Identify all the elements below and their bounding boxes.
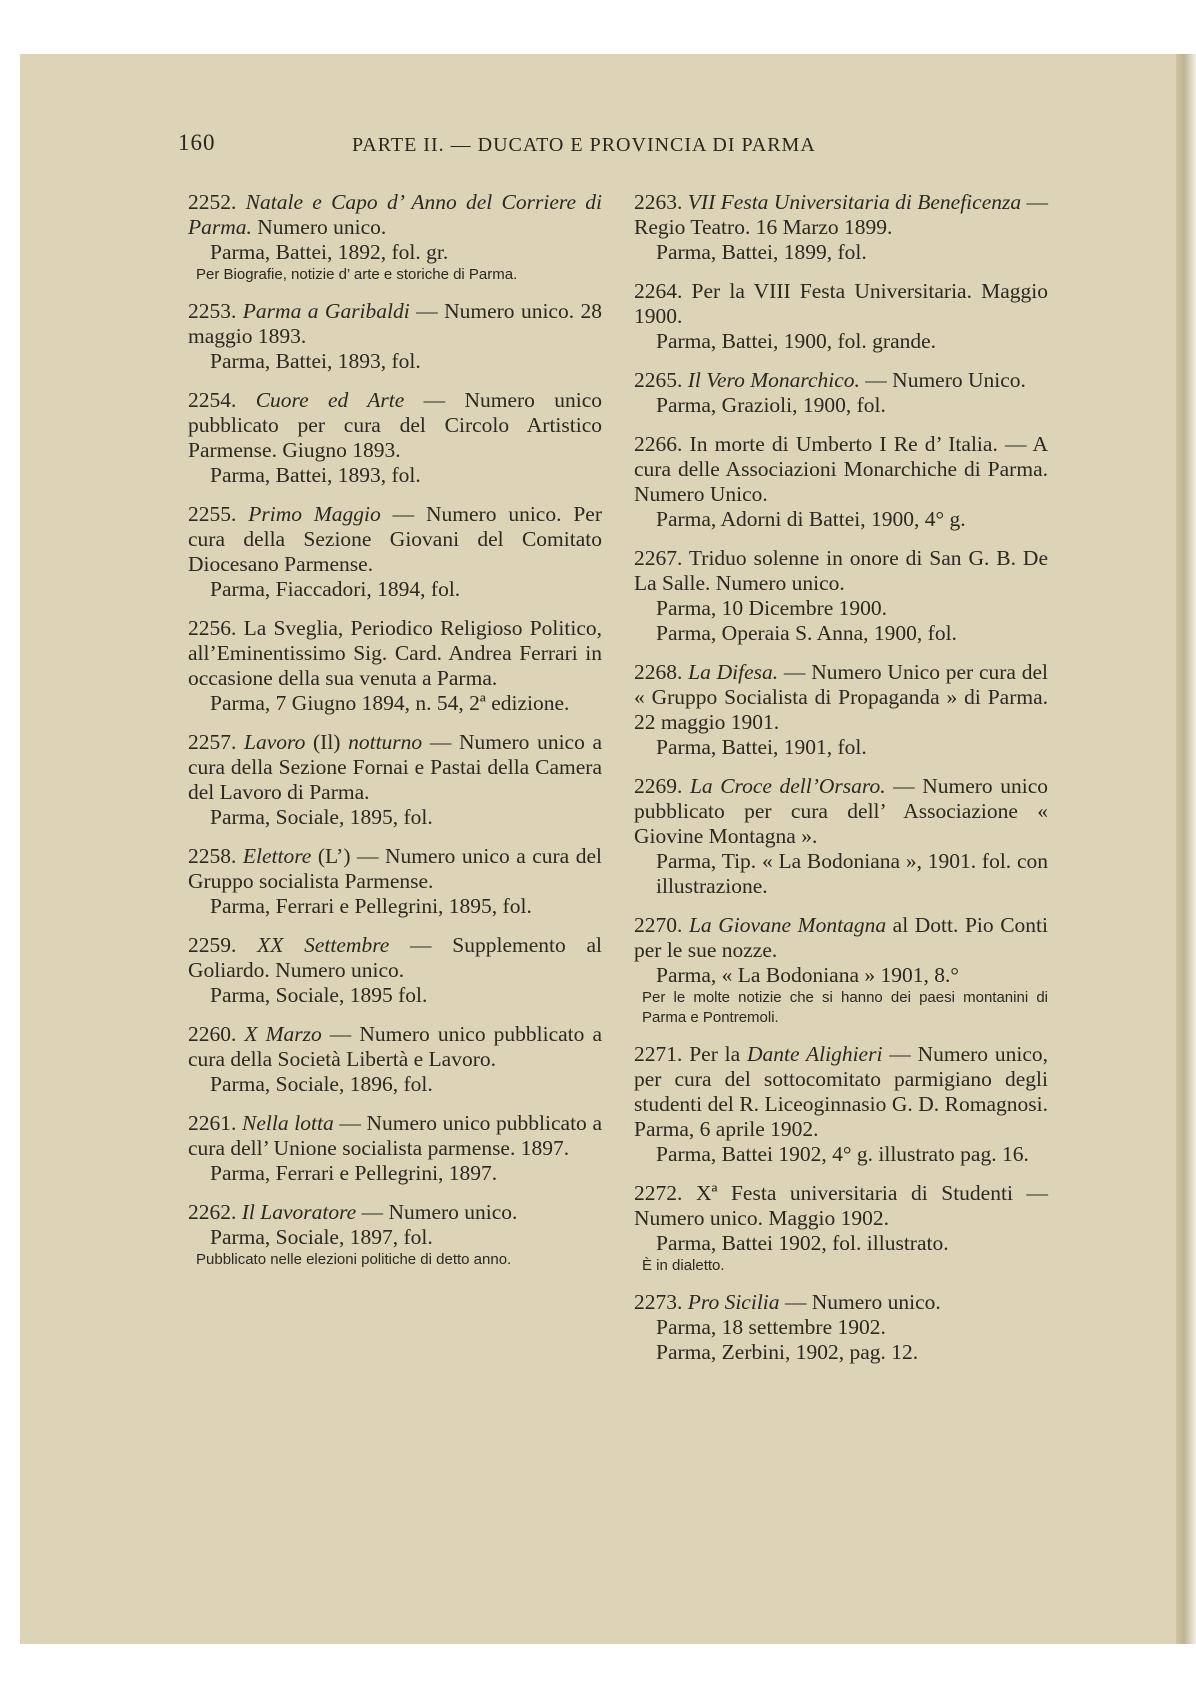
italic-title-text: Cuore ed Arte xyxy=(255,388,405,412)
entry-text: È in dialetto. xyxy=(642,1257,725,1274)
entry-text: Parma, Battei, 1901, fol. xyxy=(656,735,867,759)
entry-imprint xyxy=(188,983,602,1008)
entry-text: Parma, Zerbini, 1902, pag. 12. xyxy=(656,1340,919,1364)
entry-note xyxy=(634,988,1048,1028)
entry-text: Parma, « La Bodoniana » 1901, 8.° xyxy=(656,963,959,987)
entry-title xyxy=(188,1022,602,1072)
entry-note xyxy=(634,1256,1048,1276)
entry-title xyxy=(634,368,1048,393)
italic-title-text: Parma a Garibaldi xyxy=(242,299,410,323)
entry-title xyxy=(188,190,602,240)
entry-text: — Numero unico. 28 maggio 1893. xyxy=(188,299,603,348)
entry-text: 2262. xyxy=(188,1200,242,1224)
entry-text: — Numero unico pubblicato a cura della Società Libertà e Lavoro. xyxy=(188,1022,602,1071)
entry-text: Parma, 18 settembre 1902. xyxy=(656,1315,886,1339)
entry-imprint xyxy=(634,1315,1048,1340)
entry-title xyxy=(634,546,1048,596)
entry-text: Parma, 10 Dicembre 1900. xyxy=(656,596,888,620)
entry-text: 2252. xyxy=(188,190,246,214)
catalog-entry xyxy=(188,502,602,602)
entry-title xyxy=(188,1111,602,1161)
catalog-entry xyxy=(188,1022,602,1097)
entry-imprint xyxy=(634,1231,1048,1256)
entry-imprint xyxy=(188,577,602,602)
entry-text: — Numero unico pubblicato a cura dell’ Unione socialista parmense. 1897. xyxy=(188,1111,602,1160)
entry-text: 2257. xyxy=(188,730,245,754)
catalog-entry xyxy=(188,388,602,488)
italic-title-text: Dante Alighieri xyxy=(747,1042,883,1066)
italic-title-text: Il Lavoratore xyxy=(241,1200,357,1224)
entry-text: — Numero unico pubblicato per cura del Circolo Artistico Parmense. Giugno 1893. xyxy=(188,388,603,462)
entry-title xyxy=(634,1042,1048,1142)
entry-imprint xyxy=(188,894,602,919)
entry-title xyxy=(634,774,1048,849)
entry-text: Parma, Sociale, 1897, fol. xyxy=(210,1225,433,1249)
entry-title xyxy=(634,913,1048,963)
entry-imprint xyxy=(634,393,1048,418)
entry-text: — Numero unico. xyxy=(356,1200,518,1224)
catalog-entry xyxy=(634,546,1048,646)
page-number: 160 xyxy=(178,130,216,155)
entry-text: — Numero unico. xyxy=(779,1290,941,1314)
page-edge-shadow xyxy=(1176,54,1196,1644)
entry-text: 2266. In morte di Umberto I Re d’ Italia. — A cura delle Associazioni Monarchiche di Parma. Numero Unico. xyxy=(634,432,1048,506)
entry-text: — Numero unico pubblicato per cura dell’ Associazione « Giovine Montagna ». xyxy=(634,774,1048,848)
entry-title xyxy=(634,279,1048,329)
entry-text: al Dott. Pio Conti per le sue nozze. xyxy=(634,913,1048,962)
entry-text: 2272. Xª Festa universitaria di Studenti — Numero unico. Maggio 1902. xyxy=(634,1181,1048,1230)
entry-text: 2253. xyxy=(188,299,243,323)
entry-text: 2264. Per la VIII Festa Universitaria. Maggio 1900. xyxy=(634,279,1048,328)
italic-title-text: La Giovane Montagna xyxy=(688,913,887,937)
entry-text: Parma, Operaia S. Anna, 1900, fol. xyxy=(656,621,957,645)
catalog-entry xyxy=(634,660,1048,760)
entry-text: Pubblicato nelle elezioni politiche di detto anno. xyxy=(196,1251,512,1268)
entry-text: — Supplemento al Goliardo. Numero unico. xyxy=(188,933,603,982)
entry-note xyxy=(188,265,602,285)
entry-text: 2268. xyxy=(634,660,689,684)
italic-title-text: X Marzo xyxy=(244,1022,322,1046)
entry-text: 2270. xyxy=(634,913,689,937)
entry-imprint xyxy=(188,1225,602,1250)
catalog-entry xyxy=(188,190,602,285)
entry-text: 2254. xyxy=(188,388,256,412)
italic-title-text: La Difesa. xyxy=(688,660,779,684)
italic-title-text: notturno xyxy=(348,730,423,754)
entry-imprint xyxy=(634,849,1048,899)
entry-text: 2256. La Sveglia, Periodico Religioso Politico, all’Eminentissimo Sig. Card. Andrea Ferrari in occasione della sua venuta a Parma. xyxy=(188,616,602,690)
right-column xyxy=(634,190,1048,1379)
entry-title xyxy=(634,1290,1048,1315)
entry-text: (Il) xyxy=(305,730,349,754)
entry-text: 2273. xyxy=(634,1290,688,1314)
entry-title xyxy=(634,660,1048,735)
entry-title xyxy=(634,432,1048,507)
italic-title-text: Primo Maggio xyxy=(248,502,381,526)
entry-title xyxy=(634,1181,1048,1231)
italic-title-text: Nella lotta xyxy=(242,1111,334,1135)
entry-text: Numero unico. xyxy=(251,215,387,239)
entry-imprint xyxy=(634,1142,1048,1167)
italic-title-text: Pro Sicilia xyxy=(687,1290,780,1314)
entry-title xyxy=(188,1200,602,1225)
entry-text: — Numero Unico per cura del « Gruppo Socialista di Propaganda » di Parma. 22 maggio 1901. xyxy=(634,660,1049,734)
entry-imprint xyxy=(634,963,1048,988)
entry-text: Per le molte notizie che si hanno dei paesi montanini di Parma e Pontremoli. xyxy=(642,989,1048,1026)
entry-title xyxy=(634,190,1048,240)
catalog-entry xyxy=(634,774,1048,899)
catalog-entry xyxy=(634,432,1048,532)
catalog-entry xyxy=(188,933,602,1008)
entry-imprint xyxy=(188,1161,602,1186)
catalog-entry xyxy=(188,1200,602,1270)
catalog-entry xyxy=(634,1181,1048,1276)
italic-title-text: Elettore xyxy=(242,844,312,868)
entry-text: 2258. xyxy=(188,844,243,868)
entry-text: 2261. xyxy=(188,1111,243,1135)
entry-text: Parma, Ferrari e Pellegrini, 1897. xyxy=(210,1161,498,1185)
catalog-entry xyxy=(188,1111,602,1186)
entry-text: Parma, Battei 1902, fol. illustrato. xyxy=(656,1231,949,1255)
entry-text: (L’) — Numero unico a cura del Gruppo socialista Parmense. xyxy=(188,844,602,893)
entry-text: Parma, 7 Giugno 1894, n. 54, 2ª edizione. xyxy=(210,691,570,715)
italic-title-text: Lavoro xyxy=(244,730,306,754)
catalog-entry xyxy=(634,279,1048,354)
italic-title-text: La Croce dell’Orsaro. xyxy=(689,774,886,798)
entry-text: Parma, Tip. « La Bodoniana », 1901. fol. con illustrazione. xyxy=(656,849,1048,898)
catalog-entry xyxy=(634,1290,1048,1365)
entry-note xyxy=(188,1250,602,1270)
entry-text: — Numero unico a cura della Sezione Fornai e Pastai della Camera del Lavoro di Parma. xyxy=(188,730,603,804)
entry-text: — Numero unico. Per cura della Sezione Giovani del Comitato Diocesano Parmense. xyxy=(188,502,602,576)
entry-text: Per Biografie, notizie d’ arte e storiche di Parma. xyxy=(196,266,518,283)
entry-text: — Regio Teatro. 16 Marzo 1899. xyxy=(634,190,1049,239)
entry-text: Parma, Battei 1902, 4° g. illustrato pag. 16. xyxy=(656,1142,1029,1166)
entry-text: Parma, Fiaccadori, 1894, fol. xyxy=(210,577,461,601)
entry-text: Parma, Battei, 1893, fol. xyxy=(210,463,421,487)
entry-imprint xyxy=(634,507,1048,532)
entry-text: — Numero unico, per cura del sottocomitato parmigiano degli studenti del R. Liceoginnasio G. D. Romagnosi. Parma, 6 aprile 1902. xyxy=(634,1042,1048,1141)
entry-imprint xyxy=(634,621,1048,646)
entry-imprint xyxy=(634,1340,1048,1365)
entry-text: Parma, Ferrari e Pellegrini, 1895, fol. xyxy=(210,894,532,918)
entry-text: 2260. xyxy=(188,1022,245,1046)
running-title: PARTE II. — DUCATO E PROVINCIA DI PARMA xyxy=(352,134,816,156)
entry-imprint xyxy=(188,1072,602,1097)
entry-imprint xyxy=(188,805,602,830)
catalog-entry xyxy=(188,730,602,830)
catalog-entry xyxy=(188,844,602,919)
entry-text: Parma, Adorni di Battei, 1900, 4° g. xyxy=(656,507,966,531)
entry-text: Parma, Battei, 1900, fol. grande. xyxy=(656,329,937,353)
entry-imprint xyxy=(188,349,602,374)
entry-text: 2265. xyxy=(634,368,688,392)
catalog-entry xyxy=(188,299,602,374)
entry-text: Parma, Battei, 1892, fol. gr. xyxy=(210,240,449,264)
entry-imprint xyxy=(634,735,1048,760)
entry-text: Parma, Battei, 1899, fol. xyxy=(656,240,867,264)
entry-imprint xyxy=(188,691,602,716)
entry-imprint xyxy=(634,240,1048,265)
entry-text: 2271. Per la xyxy=(634,1042,748,1066)
entry-text: 2269. xyxy=(634,774,690,798)
catalog-entry xyxy=(188,616,602,716)
catalog-entry xyxy=(634,190,1048,265)
entry-text: Parma, Sociale, 1895 fol. xyxy=(210,983,428,1007)
italic-title-text: Natale e Capo d’ Anno del Corriere di Parma. xyxy=(188,190,602,239)
catalog-entry xyxy=(634,913,1048,1028)
catalog-entry xyxy=(634,368,1048,418)
entry-title xyxy=(188,299,602,349)
entry-title xyxy=(188,502,602,577)
entry-text: — Numero Unico. xyxy=(859,368,1026,392)
entry-title xyxy=(188,730,602,805)
entry-text: Parma, Battei, 1893, fol. xyxy=(210,349,421,373)
entry-imprint xyxy=(634,329,1048,354)
entry-title xyxy=(188,933,602,983)
entry-imprint xyxy=(634,596,1048,621)
entry-text: 2259. xyxy=(188,933,258,957)
entry-text: Parma, Sociale, 1896, fol. xyxy=(210,1072,433,1096)
italic-title-text: XX Settembre xyxy=(257,933,390,957)
entry-text: Parma, Sociale, 1895, fol. xyxy=(210,805,433,829)
entry-title xyxy=(188,616,602,691)
catalog-entry xyxy=(634,1042,1048,1167)
entry-imprint xyxy=(188,463,602,488)
entry-title xyxy=(188,388,602,463)
entry-text: 2263. xyxy=(634,190,688,214)
entry-text: 2267. Triduo solenne in onore di San G. B. De La Salle. Numero unico. xyxy=(634,546,1048,595)
italic-title-text: VII Festa Universitaria di Beneficenza xyxy=(687,190,1022,214)
page-header xyxy=(178,130,1038,164)
entry-imprint xyxy=(188,240,602,265)
entry-title xyxy=(188,844,602,894)
left-column xyxy=(188,190,602,1284)
entry-text: 2255. xyxy=(188,502,249,526)
entry-text: Parma, Grazioli, 1900, fol. xyxy=(656,393,886,417)
italic-title-text: Il Vero Monarchico. xyxy=(687,368,860,392)
